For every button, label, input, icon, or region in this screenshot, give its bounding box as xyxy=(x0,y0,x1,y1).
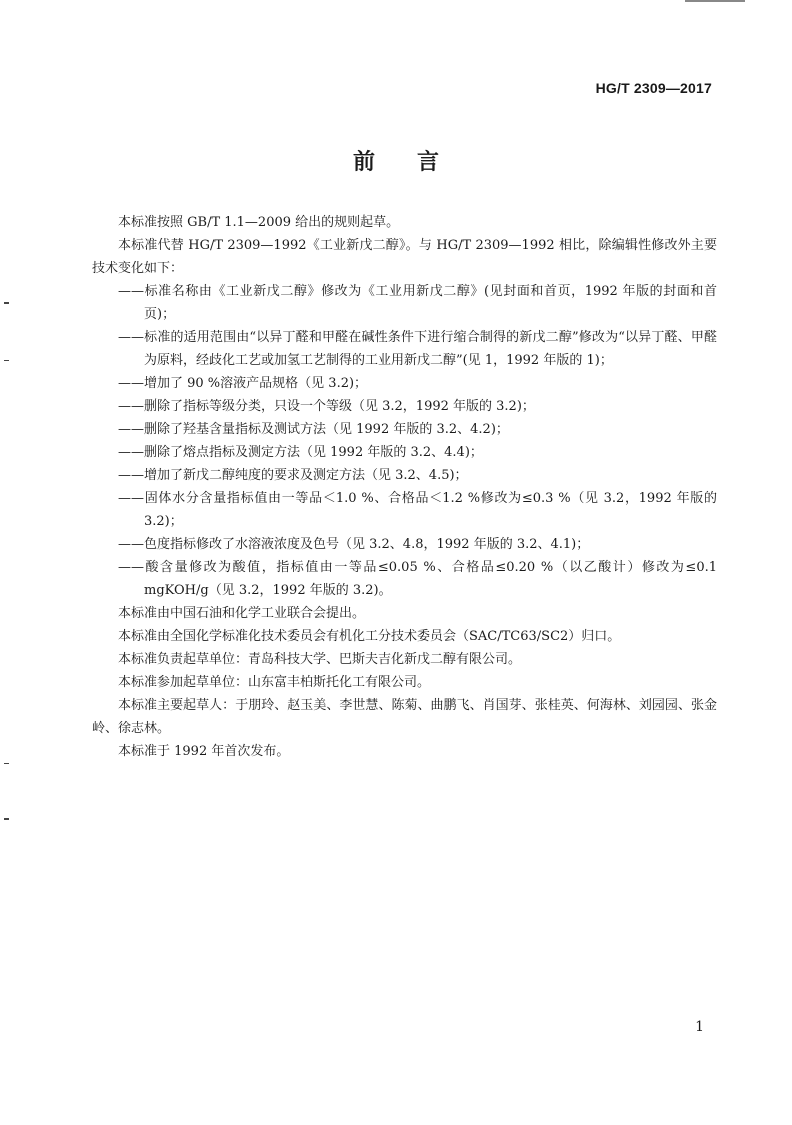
paragraph-drafters: 本标准主要起草人：于朋玲、赵玉美、李世慧、陈菊、曲鹏飞、肖国芽、张桂英、何海林、刘园园、张金岭、徐志林。 xyxy=(92,698,717,736)
change-item: ——标准的适用范围由“以异丁醛和甲醛在碱性条件下进行缩合制得的新戊二醇”修改为“以异丁醛、甲醛为原料，经歧化工艺或加氢工艺制得的工业用新戊二醇”(见 1，1992 年版的 1)； xyxy=(118,330,717,368)
change-item: ——增加了新戊二醇纯度的要求及测定方法（见 3.2、4.5)； xyxy=(118,468,468,483)
change-item: ——删除了指标等级分类，只设一个等级（见 3.2，1992 年版的 3.2)； xyxy=(118,399,535,414)
change-item: ——增加了 90 %溶液产品规格（见 3.2)； xyxy=(118,376,368,391)
scan-edge-mark xyxy=(685,0,745,2)
paragraph-committee: 本标准由全国化学标准化技术委员会有机化工分技术委员会（SAC/TC63/SC2）归口。 xyxy=(118,629,621,644)
standard-code: HG/T 2309—2017 xyxy=(595,80,712,96)
page-number: 1 xyxy=(695,1019,704,1035)
change-item: ——删除了羟基含量指标及测试方法（见 1992 年版的 3.2、4.2)； xyxy=(118,422,509,437)
change-item: ——删除了熔点指标及测定方法（见 1992 年版的 3.2、4.4)； xyxy=(118,445,483,460)
paragraph-drafting-rules: 本标准按照 GB/T 1.1—2009 给出的规则起草。 xyxy=(118,215,400,230)
scan-edge-mark xyxy=(4,302,9,304)
paragraph-first-published: 本标准于 1992 年首次发布。 xyxy=(118,744,290,759)
scan-edge-mark xyxy=(4,818,9,820)
change-item: ——色度指标修改了水溶液浓度及色号（见 3.2、4.8，1992 年版的 3.2、4.1)； xyxy=(118,537,590,552)
paragraph-participating-drafter: 本标准参加起草单位：山东富丰柏斯托化工有限公司。 xyxy=(118,675,431,690)
change-item: ——固体水分含量指标值由一等品＜1.0 %、合格品＜1.2 %修改为≤0.3 %（见 3.2，1992 年版的 3.2)； xyxy=(118,491,717,529)
paragraph-proposer: 本标准由中国石油和化学工业联合会提出。 xyxy=(118,606,366,621)
scan-edge-mark xyxy=(4,763,9,764)
scan-edge-mark xyxy=(4,360,9,361)
paragraph-replacement: 本标准代替 HG/T 2309—1992《工业新戊二醇》。与 HG/T 2309—1992 相比，除编辑性修改外主要技术变化如下： xyxy=(92,238,717,276)
foreword-body xyxy=(92,211,717,763)
paragraph-lead-drafter: 本标准负责起草单位：青岛科技大学、巴斯夫吉化新戊二醇有限公司。 xyxy=(118,652,522,667)
change-item: ——酸含量修改为酸值，指标值由一等品≤0.05 %、合格品≤0.20 %（以乙酸计）修改为≤0.1 mgKOH/g（见 3.2，1992 年版的 3.2)。 xyxy=(118,560,717,598)
page-title: 前言 xyxy=(352,150,481,175)
change-item: ——标准名称由《工业新戊二醇》修改为《工业用新戊二醇》(见封面和首页，1992 年版的封面和首页)； xyxy=(118,284,717,322)
